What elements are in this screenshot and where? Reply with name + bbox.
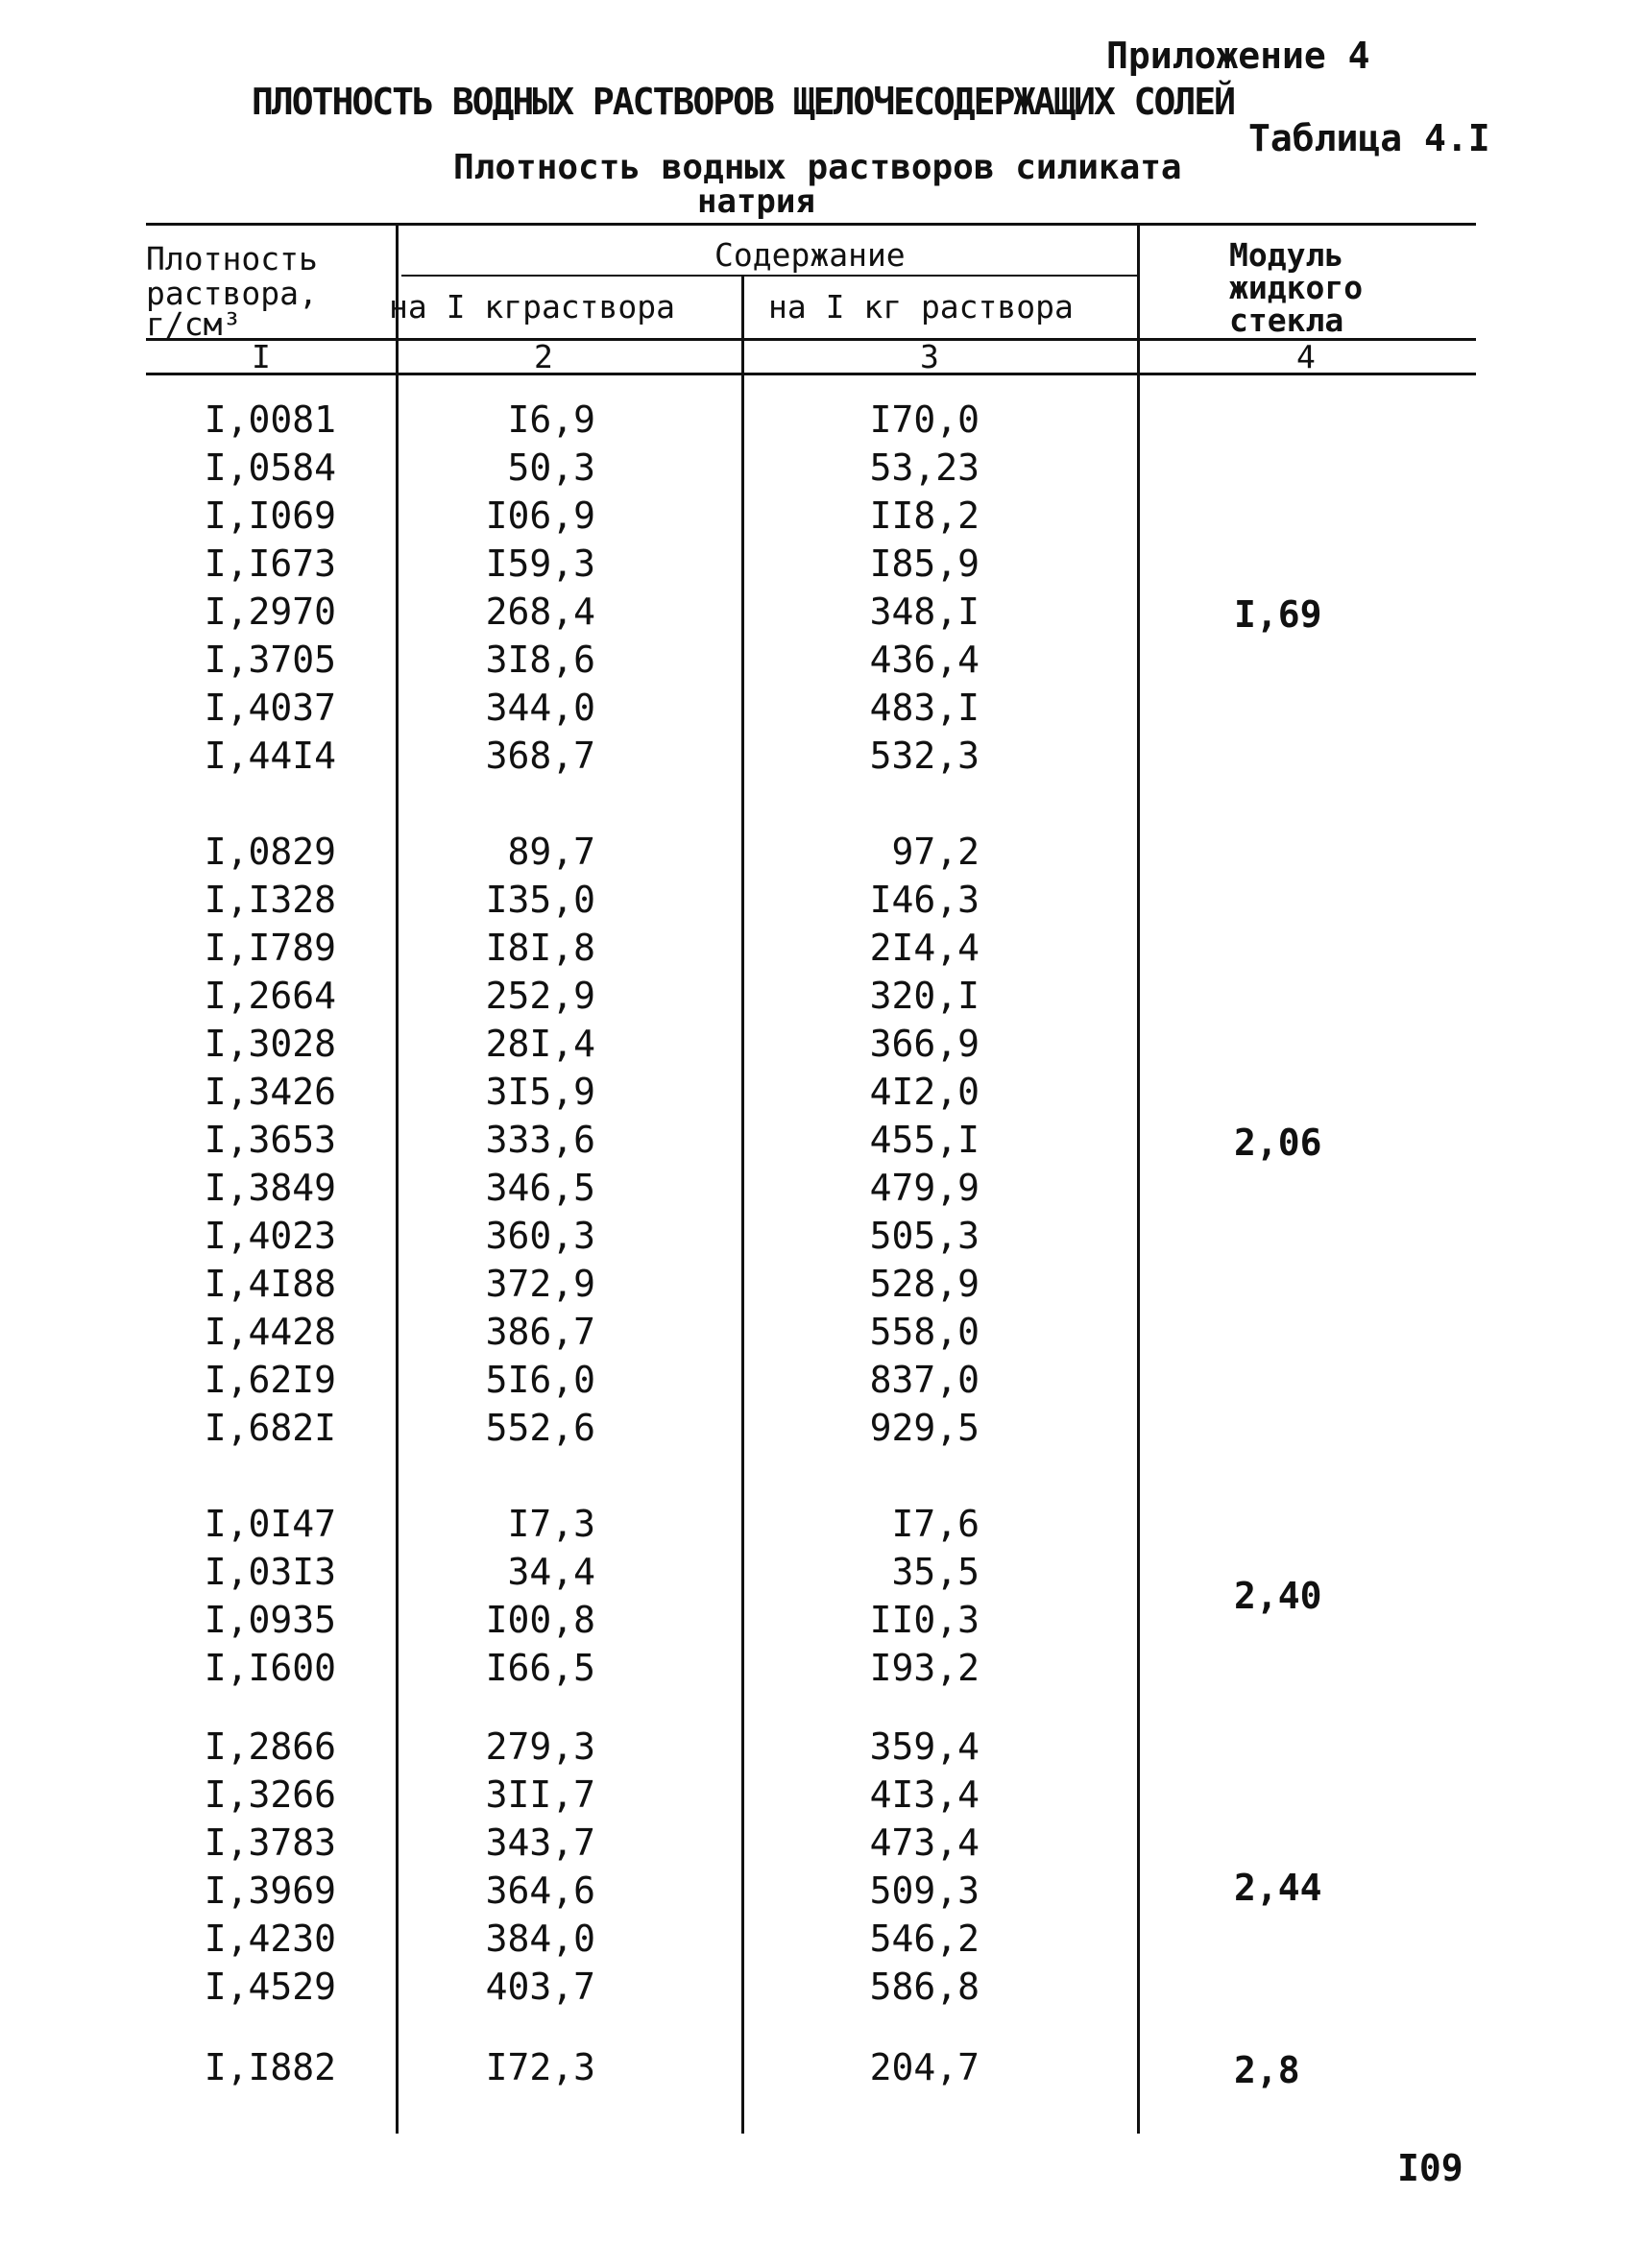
content-cell-col2: 34,4 [507,1551,595,1593]
content-cell-col2: 403,7 [485,1966,595,2008]
header-col3: на I кг раствора [768,288,1074,326]
density-cell: I,3783 [204,1822,336,1864]
density-cell: I,3266 [204,1773,336,1816]
table-label: Таблица 4.I [1248,117,1490,159]
density-cell: I,I600 [204,1647,336,1689]
content-cell-col3: 532,3 [869,735,980,777]
content-cell-col2: I35,0 [485,879,595,921]
column-divider-2 [741,277,744,2134]
density-cell: I,4230 [204,1918,336,1960]
content-cell-col3: 479,9 [869,1167,980,1209]
appendix-label: Приложение 4 [1106,35,1370,77]
content-cell-col2: 386,7 [485,1311,595,1353]
content-cell-col2: I72,3 [485,2046,595,2088]
content-cell-col3: 455,I [869,1119,980,1161]
density-cell: I,I673 [204,543,336,585]
content-cell-col3: 558,0 [869,1311,980,1353]
density-cell: I,3969 [204,1870,336,1912]
column-divider-1 [396,223,399,2134]
content-cell-col2: 344,0 [485,687,595,729]
density-cell: I,0081 [204,398,336,441]
density-cell: I,3028 [204,1023,336,1065]
content-cell-col2: 364,6 [485,1870,595,1912]
content-cell-col3: 509,3 [869,1870,980,1912]
content-cell-col3: 546,2 [869,1918,980,1960]
content-cell-col3: 505,3 [869,1215,980,1257]
table-title-line2: натрия [697,182,815,221]
content-cell-col3: 528,9 [869,1263,980,1305]
content-cell-col3: II8,2 [869,495,980,537]
content-cell-col2: 28I,4 [485,1023,595,1065]
density-cell: I,4I88 [204,1263,336,1305]
content-cell-col3: 436,4 [869,639,980,681]
density-cell: I,0584 [204,446,336,489]
header-density-line3: г/см³ [146,305,242,343]
content-cell-col2: 5I6,0 [485,1359,595,1401]
module-value: 2,44 [1234,1867,1322,1909]
content-cell-col3: II0,3 [869,1599,980,1641]
column-number-2: 2 [534,338,553,375]
density-cell: I,4037 [204,687,336,729]
content-cell-col2: I06,9 [485,495,595,537]
module-value: I,69 [1234,593,1322,636]
density-cell: I,3426 [204,1071,336,1113]
content-cell-col2: 3II,7 [485,1773,595,1816]
content-cell-col2: I8I,8 [485,927,595,969]
content-cell-col3: 4I3,4 [869,1773,980,1816]
density-cell: I,I069 [204,495,336,537]
content-cell-col2: 333,6 [485,1119,595,1161]
content-cell-col3: 366,9 [869,1023,980,1065]
content-group-rule [401,275,1137,277]
density-cell: I,2664 [204,975,336,1017]
content-cell-col2: I6,9 [507,398,595,441]
content-cell-col2: 252,9 [485,975,595,1017]
content-cell-col3: 929,5 [869,1407,980,1449]
density-cell: I,03I3 [204,1551,336,1593]
density-cell: I,0829 [204,831,336,873]
content-cell-col3: 320,I [869,975,980,1017]
density-cell: I,3653 [204,1119,336,1161]
content-cell-col2: 50,3 [507,446,595,489]
content-cell-col2: 268,4 [485,591,595,633]
density-cell: I,44I4 [204,735,336,777]
content-cell-col2: 346,5 [485,1167,595,1209]
content-cell-col3: 204,7 [869,2046,980,2088]
content-cell-col3: 2I4,4 [869,927,980,969]
content-cell-col3: 35,5 [891,1551,980,1593]
density-cell: I,I328 [204,879,336,921]
content-cell-col2: 360,3 [485,1215,595,1257]
content-cell-col2: 3I5,9 [485,1071,595,1113]
content-cell-col2: I00,8 [485,1599,595,1641]
module-value: 2,8 [1234,2049,1300,2091]
content-cell-col2: I66,5 [485,1647,595,1689]
density-cell: I,3705 [204,639,336,681]
density-cell: I,3849 [204,1167,336,1209]
column-number-3: 3 [920,338,939,375]
content-cell-col3: I7,6 [891,1503,980,1545]
module-value: 2,06 [1234,1122,1322,1164]
column-divider-3 [1137,223,1140,2134]
content-cell-col3: I93,2 [869,1647,980,1689]
content-cell-col2: 279,3 [485,1725,595,1768]
content-cell-col3: I70,0 [869,398,980,441]
content-cell-col3: 4I2,0 [869,1071,980,1113]
content-cell-col3: 348,I [869,591,980,633]
density-cell: I,0935 [204,1599,336,1641]
table-top-rule [146,223,1476,226]
main-title: ПЛОТНОСТЬ ВОДНЫХ РАСТВОРОВ ЩЕЛОЧЕСОДЕРЖАЩИХ СОЛЕЙ [252,81,1235,123]
density-cell: I,682I [204,1407,336,1449]
header-content-group: Содержание [714,236,906,274]
module-value: 2,40 [1234,1575,1322,1617]
content-cell-col3: 473,4 [869,1822,980,1864]
content-cell-col3: I85,9 [869,543,980,585]
content-cell-col2: I7,3 [507,1503,595,1545]
content-cell-col3: 97,2 [891,831,980,873]
header-module-line3: стекла [1229,302,1344,339]
content-cell-col2: 372,9 [485,1263,595,1305]
density-cell: I,0I47 [204,1503,336,1545]
content-cell-col2: 3I8,6 [485,639,595,681]
table-title-line1: Плотность водных растворов силиката [453,148,1182,187]
header-module-line1: Модуль [1229,236,1344,274]
column-number-4: 4 [1296,338,1316,375]
header-col2: на I кграствора [389,288,676,326]
density-cell: I,I789 [204,927,336,969]
density-cell: I,2866 [204,1725,336,1768]
content-cell-col3: 837,0 [869,1359,980,1401]
column-numbers-rule [146,373,1476,375]
content-cell-col2: 368,7 [485,735,595,777]
density-cell: I,4428 [204,1311,336,1353]
density-cell: I,4529 [204,1966,336,2008]
header-density-line1: Плотность [146,240,318,277]
density-cell: I,I882 [204,2046,336,2088]
content-cell-col2: 343,7 [485,1822,595,1864]
header-density-line2: раствора, [146,275,318,312]
content-cell-col2: 89,7 [507,831,595,873]
content-cell-col2: 552,6 [485,1407,595,1449]
content-cell-col3: 586,8 [869,1966,980,2008]
density-cell: I,62I9 [204,1359,336,1401]
content-cell-col3: 359,4 [869,1725,980,1768]
header-module-line2: жидкого [1229,269,1364,306]
column-number-1: I [252,338,271,375]
content-cell-col3: 483,I [869,687,980,729]
content-cell-col2: I59,3 [485,543,595,585]
content-cell-col2: 384,0 [485,1918,595,1960]
content-cell-col3: 53,23 [869,446,980,489]
page-number: I09 [1397,2147,1464,2189]
density-cell: I,4023 [204,1215,336,1257]
content-cell-col3: I46,3 [869,879,980,921]
density-cell: I,2970 [204,591,336,633]
